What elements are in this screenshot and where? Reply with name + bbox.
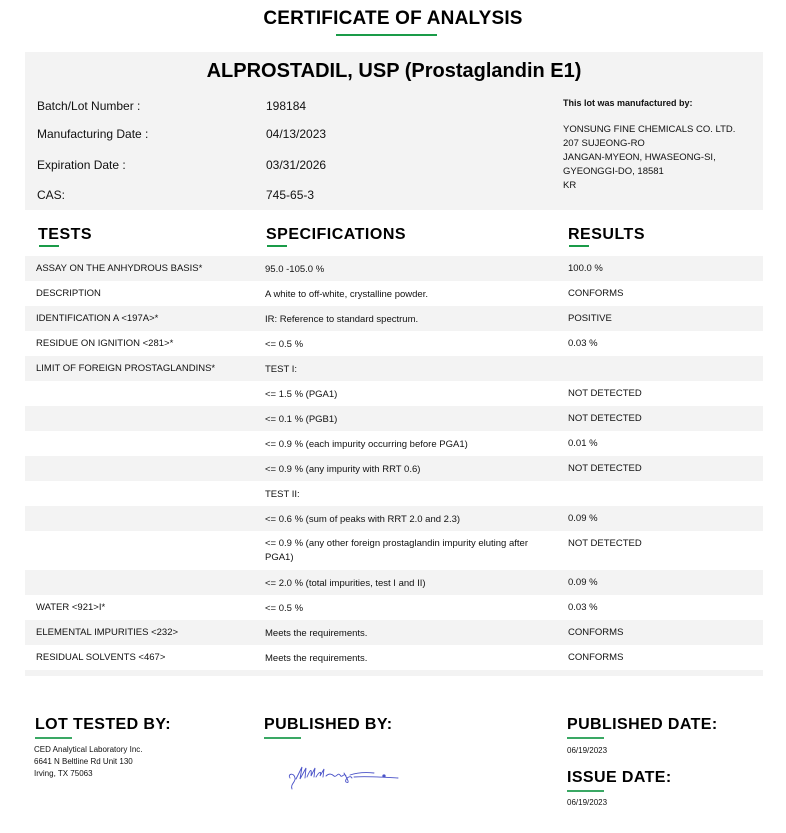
spec-cell: <= 0.6 % (sum of peaks with RRT 2.0 and 2.3) (265, 514, 461, 525)
results-column-header: RESULTS (568, 226, 645, 243)
table-row (25, 570, 763, 595)
manufacturer-name: YONSUNG FINE CHEMICALS CO. LTD. (563, 124, 736, 135)
batch-lot-label: Batch/Lot Number : (37, 99, 141, 113)
batch-lot-value: 198184 (266, 99, 307, 113)
table-row (25, 645, 763, 670)
table-row (25, 595, 763, 620)
manufacturing-date-value: 04/13/2023 (266, 127, 327, 141)
result-cell: 0.03 % (568, 602, 598, 613)
tests-column-header: TESTS (38, 226, 93, 243)
table-row (25, 456, 763, 481)
manufacturer-address-1: 207 SUJEONG-RO (563, 138, 645, 149)
test-cell: DESCRIPTION (36, 288, 101, 299)
results-header-underline (569, 245, 589, 247)
lab-city: Irving, TX 75063 (34, 769, 93, 778)
results-table (25, 256, 763, 676)
published-date-value: 06/19/2023 (567, 746, 608, 755)
result-cell: 100.0 % (568, 263, 603, 274)
manufacturer-address-2: JANGAN-MYEON, HWASEONG-SI, (563, 152, 716, 163)
manufacturer-address-3: GYEONGGI-DO, 18581 (563, 166, 664, 177)
table-row (25, 281, 763, 306)
product-info-panel (25, 52, 763, 210)
spec-cell: IR: Reference to standard spectrum. (265, 314, 419, 325)
spec-cell: <= 1.5 % (PGA1) (265, 389, 338, 400)
result-cell: CONFORMS (568, 627, 624, 638)
test-cell: RESIDUE ON IGNITION <281>* (36, 338, 174, 349)
product-name: ALPROSTADIL, USP (Prostaglandin E1) (206, 60, 582, 82)
spec-cell: <= 0.5 % (265, 339, 304, 350)
published-by-heading: PUBLISHED BY: (264, 716, 393, 733)
test-cell: WATER <921>I* (36, 602, 106, 613)
manufacturer-country: KR (563, 180, 577, 191)
spec-cell: <= 0.9 % (any other foreign prostaglandin impurity eluting after PGA1) (265, 538, 528, 563)
result-cell: NOT DETECTED (568, 388, 642, 399)
table-row (25, 356, 763, 381)
spec-cell: TEST I: (265, 364, 298, 375)
lab-name: CED Analytical Laboratory Inc. (34, 745, 143, 754)
lot-tested-by-address (34, 744, 143, 780)
spec-cell: <= 0.9 % (any impurity with RRT 0.6) (265, 464, 421, 475)
table-row (25, 670, 763, 676)
spec-cell: Meets the requirements. (265, 628, 368, 639)
result-cell: NOT DETECTED (568, 463, 642, 474)
table-row (25, 256, 763, 281)
manufacturer-block (563, 96, 763, 193)
table-row (25, 381, 763, 406)
tests-header-underline (39, 245, 59, 247)
table-row (25, 306, 763, 331)
result-cell: CONFORMS (568, 288, 624, 299)
published-date-heading: PUBLISHED DATE: (567, 716, 718, 733)
test-cell: ASSAY ON THE ANHYDROUS BASIS* (36, 263, 203, 274)
table-row (25, 331, 763, 356)
manufacturing-date-label: Manufacturing Date : (37, 127, 149, 141)
result-cell: NOT DETECTED (568, 413, 642, 424)
published-by-underline (264, 737, 301, 739)
test-cell: ELEMENTAL IMPURITIES <232> (36, 627, 179, 638)
signature-image (286, 762, 401, 794)
manufacturer-heading: This lot was manufactured by: (563, 98, 693, 108)
issue-date-heading: ISSUE DATE: (567, 769, 672, 786)
spec-cell: <= 2.0 % (total impurities, test I and II) (265, 578, 426, 589)
table-row (25, 406, 763, 431)
spec-cell: <= 0.5 % (265, 603, 304, 614)
document-title: CERTIFICATE OF ANALYSIS (263, 8, 523, 29)
table-row (25, 620, 763, 645)
specifications-header-underline (267, 245, 287, 247)
result-cell: 0.09 % (568, 513, 598, 524)
table-row (25, 431, 763, 456)
result-cell: CONFORMS (568, 652, 624, 663)
table-row (25, 506, 763, 531)
expiration-date-label: Expiration Date : (37, 158, 126, 172)
spec-cell: TEST II: (265, 489, 300, 500)
test-cell: LIMIT OF FOREIGN PROSTAGLANDINS* (36, 363, 216, 374)
spec-cell: 95.0 -105.0 % (265, 264, 325, 275)
table-row (25, 481, 763, 506)
spec-cell: <= 0.1 % (PGB1) (265, 414, 338, 425)
result-cell: 0.01 % (568, 438, 598, 449)
published-date-underline (567, 737, 604, 739)
title-underline (336, 34, 437, 36)
cas-label: CAS: (37, 188, 66, 202)
cas-value: 745-65-3 (266, 188, 315, 202)
test-cell: IDENTIFICATION A <197A>* (36, 313, 159, 324)
issue-date-underline (567, 790, 604, 792)
lot-tested-by-underline (35, 737, 72, 739)
result-cell: 0.09 % (568, 577, 598, 588)
test-cell: RESIDUAL SOLVENTS <467> (36, 652, 166, 663)
result-cell: NOT DETECTED (568, 538, 642, 549)
spec-cell: A white to off-white, crystalline powder. (265, 289, 428, 300)
lab-street: 6641 N Beltline Rd Unit 130 (34, 757, 133, 766)
result-cell: POSITIVE (568, 313, 612, 324)
issue-date-value: 06/19/2023 (567, 798, 608, 807)
table-row (25, 531, 763, 570)
lot-tested-by-heading: LOT TESTED BY: (35, 716, 171, 733)
specifications-column-header: SPECIFICATIONS (266, 226, 407, 243)
spec-cell: Meets the requirements. (265, 653, 368, 664)
expiration-date-value: 03/31/2026 (266, 158, 327, 172)
spec-cell: <= 0.9 % (each impurity occurring before PGA1) (265, 439, 468, 450)
result-cell: 0.03 % (568, 338, 598, 349)
